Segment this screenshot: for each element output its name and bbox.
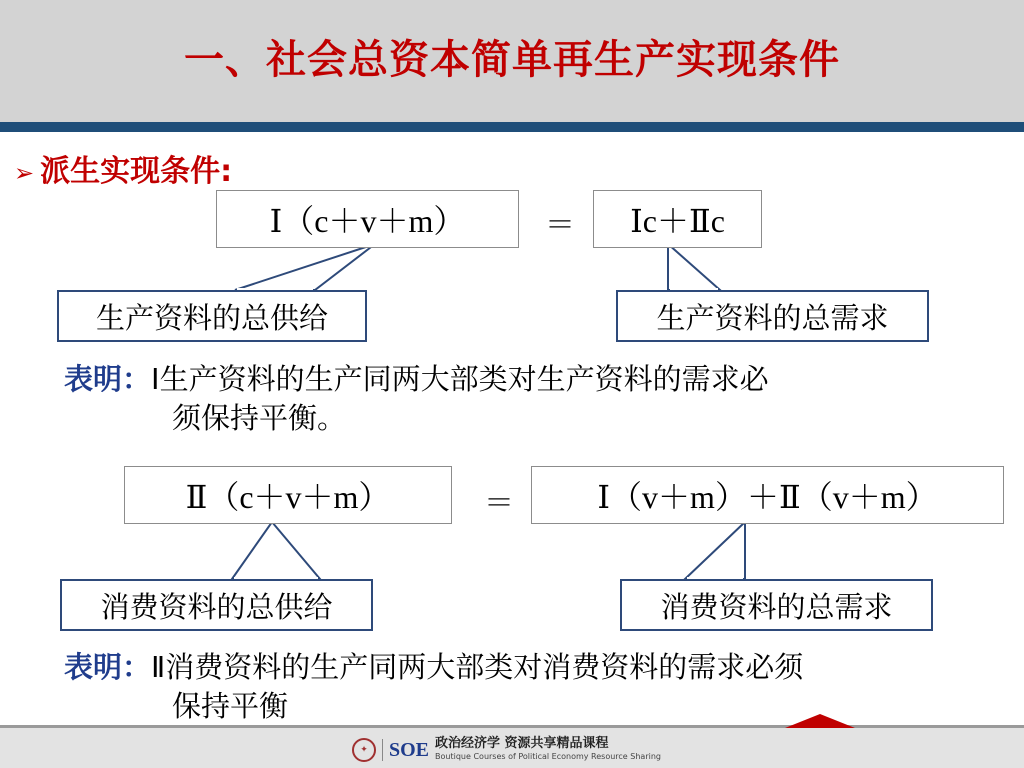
formula2-left: Ⅱ（c＋v＋m） bbox=[124, 466, 452, 524]
callout-demand-consumer-goods: 消费资料的总需求 bbox=[620, 579, 933, 631]
note2 bbox=[64, 648, 803, 725]
note1-line1: 生产资料的生产同两大部类对生产资料的需求必 bbox=[159, 362, 769, 396]
note2-label: 表明： bbox=[64, 650, 152, 684]
soe-logo: SOE bbox=[389, 738, 430, 761]
note1 bbox=[64, 360, 769, 437]
callout-supply-consumer-goods: 消费资料的总供给 bbox=[60, 579, 373, 631]
slide-title: 一、社会总资本简单再生产实现条件 bbox=[184, 37, 840, 83]
arrow-bullet-icon: ➢ bbox=[14, 159, 35, 187]
university-seal-icon: ✦ bbox=[352, 738, 376, 762]
formula2-right: Ⅰ（v＋m）＋Ⅱ（v＋m） bbox=[531, 466, 1004, 524]
note1-line2: 须保持平衡。 bbox=[172, 401, 347, 435]
subtitle-text: 派生实现条件: bbox=[40, 154, 233, 189]
formula1-right: Ⅰc＋Ⅱc bbox=[593, 190, 762, 248]
footer-logo bbox=[352, 736, 661, 764]
callout-demand-means-of-production: 生产资料的总需求 bbox=[616, 290, 929, 342]
footer-brand-en: Boutique Courses of Political Economy Resource Sharing bbox=[435, 752, 661, 761]
footer-separator bbox=[382, 739, 383, 761]
note2-roman: Ⅱ bbox=[151, 652, 166, 684]
footer-brand-cn: 政治经济学 资源共享精品课程 bbox=[435, 736, 609, 751]
note1-label: 表明： bbox=[64, 362, 152, 396]
formula2-equals: ＝ bbox=[484, 487, 514, 520]
note2-line1: 消费资料的生产同两大部类对消费资料的需求必须 bbox=[165, 650, 804, 684]
callout-supply-means-of-production: 生产资料的总供给 bbox=[57, 290, 367, 342]
footer-brand bbox=[435, 737, 661, 763]
note2-line2: 保持平衡 bbox=[172, 689, 289, 723]
note1-roman: Ⅰ bbox=[151, 364, 160, 396]
formula1-equals: ＝ bbox=[545, 209, 575, 242]
formula1-left: Ⅰ（c＋v＋m） bbox=[216, 190, 519, 248]
